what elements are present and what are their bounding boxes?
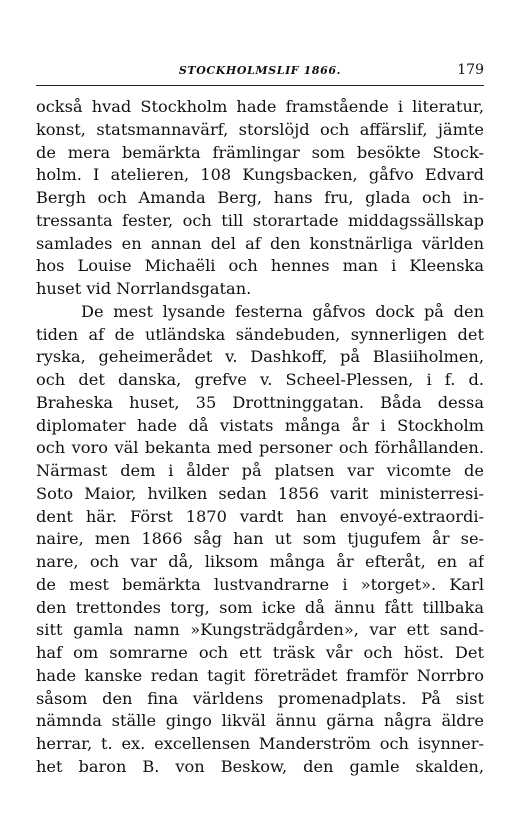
text-line: hade kanske redan tagit företrädet framför Norrbro (36, 665, 484, 685)
page-number: 179 (457, 62, 484, 78)
text-line: nämnda ställe gingo likväl ännu gärna några äldre (36, 711, 484, 731)
text-line: den trettondes torg, som icke då ännu fått tillbaka (36, 597, 484, 617)
running-head (36, 64, 484, 86)
running-title: STOCKHOLMSLIF 1866. (178, 64, 342, 77)
text-line: dent här. Först 1870 vardt han envoyé-extraordi- (36, 506, 484, 526)
text-line: Bergh och Amanda Berg, hans fru, glada och in- (36, 188, 484, 207)
text-line: holm. I atelieren, 108 Kungsbacken, gåfvo Edvard (36, 165, 484, 185)
text-line: Braheska huset, 35 Drottninggatan. Båda dessa (36, 392, 484, 412)
text-line: haf om somrarne och ett träsk vår och höst. Det (36, 643, 484, 662)
text-line: sitt gamla namn »Kungsträdgården», var ett sand- (36, 620, 484, 640)
text-line: konst, statsmannavärf, storslöjd och affärslif, jämte (36, 119, 484, 139)
header-rule (36, 85, 484, 86)
text-line: Närmast dem i ålder på platsen var vicomte de (36, 461, 484, 480)
text-line: tressanta fester, och till storartade middagssällskap (36, 210, 484, 230)
paragraph-first-line: De mest lysande festerna gåfvos dock på den (81, 301, 484, 321)
text-line: tiden af de utländska sändebuden, synnerligen det (36, 324, 484, 344)
text-line: också hvad Stockholm hade framstående i literatur, (36, 97, 484, 116)
text-line: de mest bemärkta lustvandrarne i »torget». Karl (36, 574, 484, 594)
body-text (36, 96, 484, 779)
text-line: huset vid Norrlandsgatan. (36, 279, 252, 298)
text-line: nare, och var då, liksom många år efteråt, en af (36, 552, 484, 571)
text-line: de mera bemärkta främlingar som besökte Stock- (36, 142, 484, 162)
text-line: naire, men 1866 såg han ut som tjugufem år se- (36, 529, 484, 549)
text-line: ryska, geheimerådet v. Dashkoff, på Blasiiholmen, (36, 347, 484, 367)
text-line: och det danska, grefve v. Scheel-Plessen, i f. d. (36, 370, 484, 389)
text-line: Soto Maior, hvilken sedan 1856 varit ministerresi- (36, 483, 484, 503)
text-line: het baron B. von Beskow, den gamle skalden, (36, 756, 484, 776)
text-line: herrar, t. ex. excellensen Manderström och isynner- (36, 734, 484, 753)
text-line: och voro väl bekanta med personer och förhållanden. (36, 438, 484, 458)
text-line: hos Louise Michaëli och hennes man i Kleenska (36, 256, 484, 276)
text-line: samlades en annan del af den konstnärliga världen (36, 233, 484, 253)
text-line: diplomater hade då vistats många år i Stockholm (36, 415, 484, 435)
text-line: såsom den fina världens promenadplats. På sist (36, 688, 484, 708)
